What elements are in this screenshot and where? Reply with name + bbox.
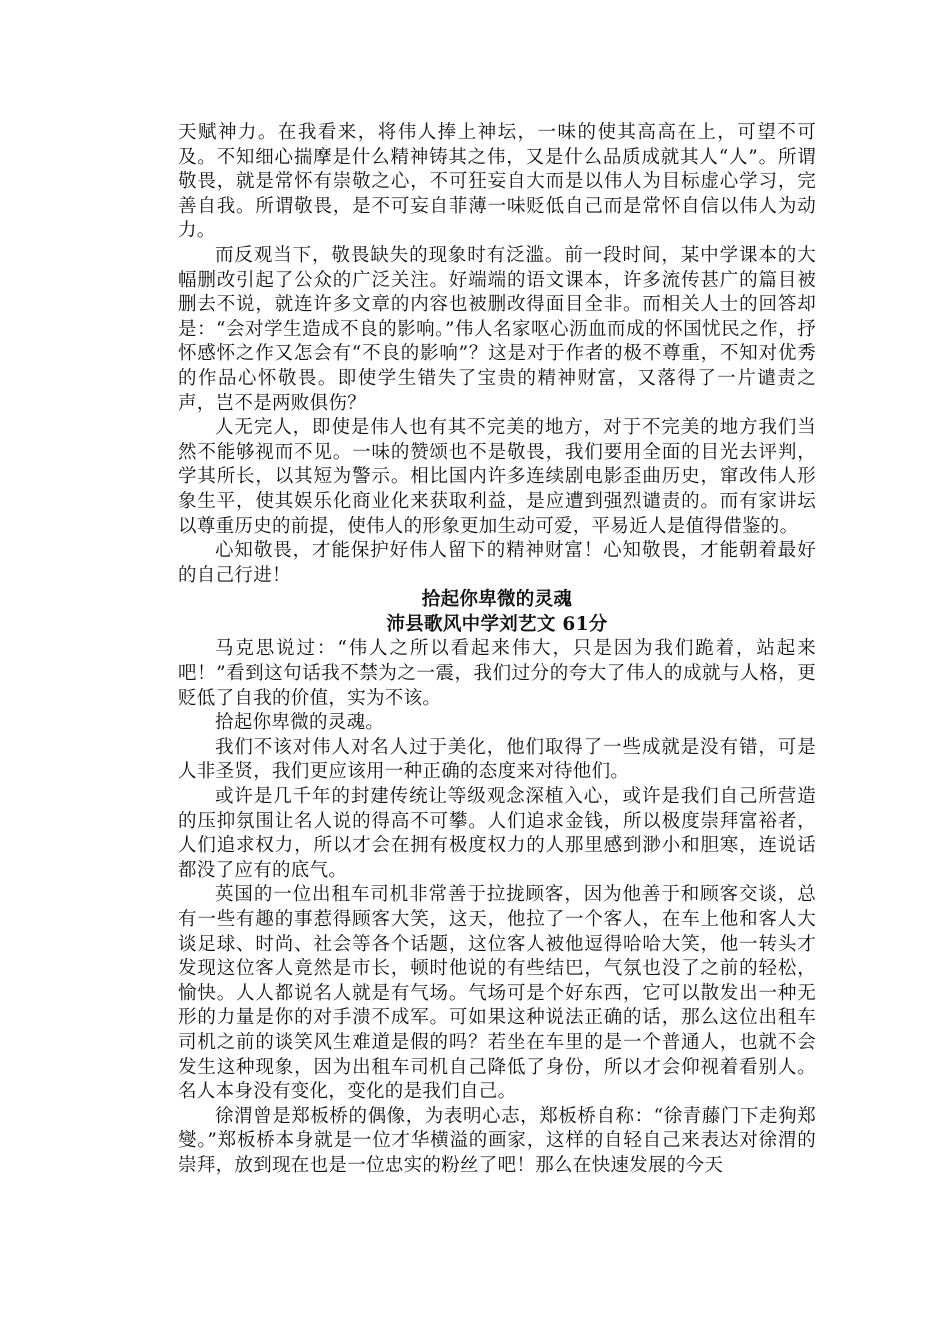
essay-title: 拾起你卑微的灵魂 [421,589,573,611]
body-paragraph: 徐渭曾是郑板桥的偶像，为表明心志，郑板桥自称：“徐青藤门下走狗郑燮。”郑板桥本身就是一位才华横溢的画家，这样的自轻自己来表达对徐渭的崇拜，放到现在也是一位忠实的粉丝了吧！那么在快速发展的今天 [178,1105,816,1176]
body-paragraph: 拾起你卑微的灵魂。 [215,712,385,734]
body-paragraph: 而反观当下，敬畏缺失的现象时有泛滥。前一段时间，某中学课本的大幅删改引起了公众的广泛关注。好端端的语文课本，许多流传甚广的篇目被删去不说，就连许多文章的内容也被删改得面目全非。而相关人士的回答却是：“会对学生造成不良的影响。”伟人名家呕心沥血而成的怀国忧民之作，抒怀感怀之作又怎会有“不良的影响”？这是对于作者的极不尊重，不知对优秀的作品心怀敬畏。即使学生错失了宝贵的精神财富，又落得了一片谴责之声，岂不是两败俱伤？ [178,244,816,414]
essay-author: 沛县歌风中学刘艺文 61分 [386,613,608,635]
document-page [178,121,816,1179]
body-paragraph: 我们不该对伟人对名人过于美化，他们取得了一些成就是没有错，可是人非圣贤，我们更应该用一种正确的态度来对待他们。 [178,736,816,783]
body-paragraph: 英国的一位出租车司机非常善于拉拢顾客，因为他善于和顾客交谈，总有一些有趣的事惹得顾客大笑，这天，他拉了一个客人，在车上他和客人大谈足球、时尚、社会等各个话题，这位客人被他逗得哈哈大笑，他一转头才发现这位客人竟然是市长，顿时他说的有些结巴，气氛也没了之前的轻松，愉快。人人都说名人就是有气场。气场可是个好东西，它可以散发出一种无形的力量是你的对手溃不成军。可如果这种说法正确的话，那么这位出租车司机之前的谈笑风生难道是假的吗？若坐在车里的是一个普通人，也就不会发生这种现象，因为出租车司机自己降低了身份，所以才会仰视着看别人。名人本身没有变化，变化的是我们自己。 [178,884,816,1103]
body-paragraph: 心知敬畏，才能保护好伟人留下的精神财富！心知敬畏，才能朝着最好的自己行进！ [178,540,816,586]
body-paragraph: 人无完人，即使是伟人也有其不完美的地方，对于不完美的地方我们当然不能够视而不见。一味的赞颂也不是敬畏，我们要用全面的目光去评判，学其所长，以其短为警示。相比国内许多连续剧电影歪曲历史，窜改伟人形象生平，使其娱乐化商业化来获取利益，是应遭到强烈谴责的。而有家讲坛以尊重历史的前提，使伟人的形象更加生动可爱，平易近人是值得借鉴的。 [178,417,816,537]
body-paragraph: 天赋神力。在我看来，将伟人捧上神坛，一味的使其高高在上，可望不可及。不知细心揣摩是什么精神铸其之伟，又是什么品质成就其人“人”。所谓敬畏，就是常怀有崇敬之心，不可狂妄自大而是以伟人为目标虚心学习，完善自我。所谓敬畏，是不可妄自菲薄一味贬低自己而是常怀自信以伟人为动力。 [178,122,816,242]
body-paragraph: 马克思说过：“伟人之所以看起来伟大，只是因为我们跪着，站起来吧！”看到这句话我不禁为之一震，我们过分的夸大了伟人的成就与人格，更贬低了自我的价值，实为不该。 [178,638,816,709]
body-paragraph: 或许是几千年的封建传统让等级观念深植入心，或许是我们自己所营造的压抑氛围让名人说的得高不可攀。人们追求金钱，所以极度崇拜富裕者，人们追求权力，所以才会在拥有极度权力的人那里感到渺小和胆寒，连说话都没了应有的底气。 [178,786,816,881]
